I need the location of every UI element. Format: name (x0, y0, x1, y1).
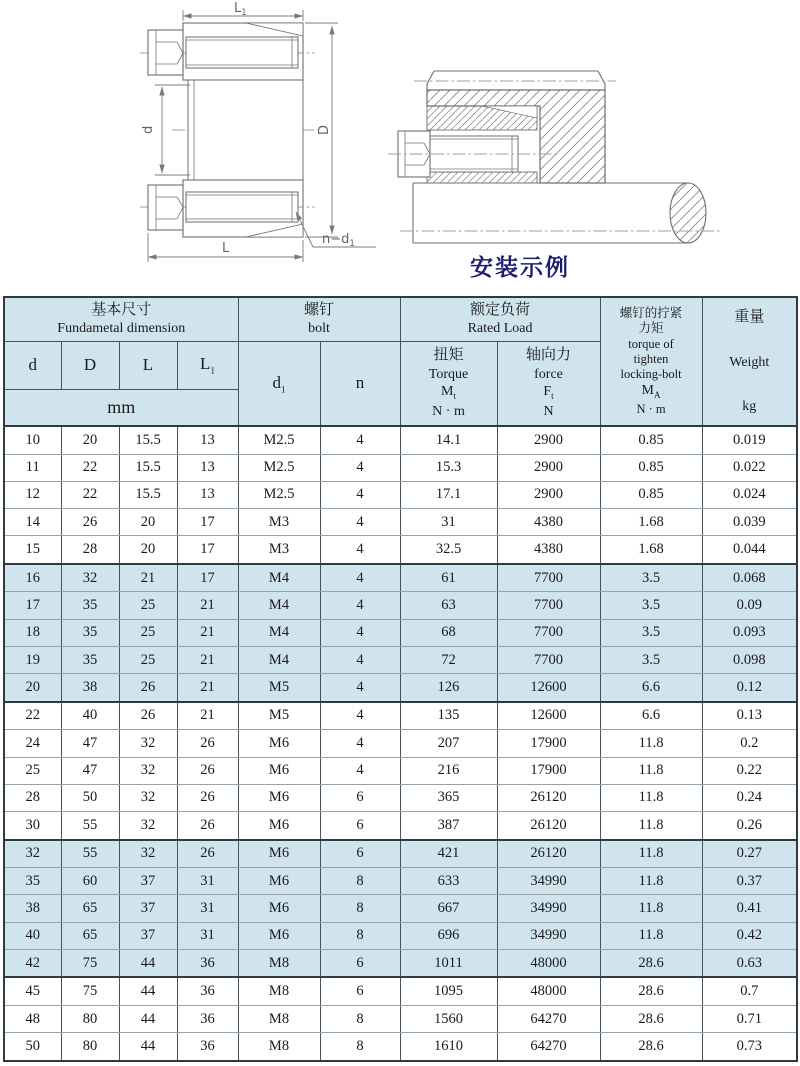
table-cell: 64270 (497, 1033, 600, 1061)
header-col-L1: $L_1$ (177, 341, 238, 389)
table-cell: 1095 (400, 977, 497, 1005)
table-cell: 72 (400, 646, 497, 673)
table-cell: 0.41 (702, 895, 797, 922)
table-cell: 13 (177, 426, 238, 454)
table-cell: 68 (400, 619, 497, 646)
table-cell: M5 (238, 702, 320, 730)
table-cell: 30 (4, 812, 61, 840)
table-cell: 40 (61, 702, 119, 730)
table-cell: 3.5 (600, 646, 702, 673)
table-cell: 421 (400, 840, 497, 868)
table-cell: 50 (61, 784, 119, 811)
table-cell: 42 (4, 949, 61, 977)
header-basic-dimension: 基本尺寸 Fundametal dimension (4, 297, 238, 341)
table-cell: 387 (400, 812, 497, 840)
table-row (4, 868, 797, 895)
table-cell: 75 (61, 977, 119, 1005)
table-row (4, 426, 797, 454)
table-cell: M4 (238, 646, 320, 673)
table-cell: 61 (400, 564, 497, 592)
header-weight: 重量 Weight kg (702, 297, 797, 426)
spec-table (3, 296, 798, 1062)
header-torque: 扭矩 Torque $M_t$ N · m (400, 341, 497, 426)
table-cell: 2900 (497, 481, 600, 508)
table-cell: 28 (4, 784, 61, 811)
table-cell: 15.5 (119, 481, 177, 508)
table-cell: M5 (238, 674, 320, 702)
table-cell: 28.6 (600, 1033, 702, 1061)
table-cell: 1.68 (600, 536, 702, 564)
table-cell: 21 (119, 564, 177, 592)
table-cell: 48000 (497, 977, 600, 1005)
table-cell: 35 (61, 646, 119, 673)
table-cell: 32.5 (400, 536, 497, 564)
table-cell: 31 (177, 895, 238, 922)
table-cell: 17 (177, 536, 238, 564)
installation-example-drawing (388, 71, 722, 243)
table-cell: 13 (177, 454, 238, 481)
leader-n-d1 (296, 212, 376, 249)
table-cell: 37 (119, 922, 177, 949)
header-axial-force: 轴向力 force $F_t$ N (497, 341, 600, 426)
table-cell: 32 (119, 784, 177, 811)
table-cell: 44 (119, 1033, 177, 1061)
table-cell: M6 (238, 730, 320, 757)
table-cell: 38 (61, 674, 119, 702)
table-cell: 0.068 (702, 564, 797, 592)
table-cell: 26 (119, 702, 177, 730)
table-cell: 6 (320, 812, 400, 840)
table-cell: 0.09 (702, 592, 797, 619)
drawings-section (0, 0, 800, 296)
table-cell: 26 (119, 674, 177, 702)
table-cell: 11.8 (600, 840, 702, 868)
table-cell: 4 (320, 481, 400, 508)
table-cell: 15.3 (400, 454, 497, 481)
table-cell: 48 (4, 1005, 61, 1032)
table-cell: 35 (61, 592, 119, 619)
table-cell: 36 (177, 1005, 238, 1032)
table-cell: 18 (4, 619, 61, 646)
table-cell: 0.12 (702, 674, 797, 702)
table-cell: 19 (4, 646, 61, 673)
table-cell: 17 (177, 564, 238, 592)
table-cell: 12600 (497, 674, 600, 702)
table-cell: 60 (61, 868, 119, 895)
label-d: d (141, 125, 156, 134)
table-cell: 45 (4, 977, 61, 1005)
table-cell: 0.73 (702, 1033, 797, 1061)
table-cell: 47 (61, 730, 119, 757)
table-cell: 365 (400, 784, 497, 811)
table-cell: 17 (177, 509, 238, 536)
header-bolt: 螺钉 bolt (238, 297, 400, 341)
table-cell: 21 (177, 646, 238, 673)
table-row (4, 481, 797, 508)
table-cell: 1610 (400, 1033, 497, 1061)
table-cell: 11.8 (600, 784, 702, 811)
table-cell: 22 (4, 702, 61, 730)
table-cell: 11.8 (600, 757, 702, 784)
table-cell: 28 (61, 536, 119, 564)
header-unit-mm: mm (4, 389, 238, 426)
table-cell: 14 (4, 509, 61, 536)
table-cell: 207 (400, 730, 497, 757)
table-cell: 44 (119, 949, 177, 977)
table-cell: 0.039 (702, 509, 797, 536)
table-cell: 0.024 (702, 481, 797, 508)
table-row (4, 674, 797, 702)
table-cell: 28.6 (600, 977, 702, 1005)
table-row (4, 784, 797, 811)
table-cell: 0.2 (702, 730, 797, 757)
table-row (4, 592, 797, 619)
table-cell: M6 (238, 812, 320, 840)
table-cell: 26 (177, 730, 238, 757)
table-cell: 6.6 (600, 674, 702, 702)
table-cell: 65 (61, 922, 119, 949)
table-cell: 696 (400, 922, 497, 949)
table-row (4, 702, 797, 730)
table-cell: 20 (119, 536, 177, 564)
table-cell: 36 (177, 949, 238, 977)
table-cell: 4 (320, 592, 400, 619)
table-cell: 14.1 (400, 426, 497, 454)
table-cell: 20 (119, 509, 177, 536)
table-cell: 21 (177, 619, 238, 646)
table-cell: 34990 (497, 868, 600, 895)
table-cell: 31 (177, 922, 238, 949)
table-cell: M2.5 (238, 454, 320, 481)
table-cell: 11.8 (600, 730, 702, 757)
table-cell: 1.68 (600, 509, 702, 536)
dimension-L1 (183, 1, 303, 21)
table-cell: 216 (400, 757, 497, 784)
table-row (4, 757, 797, 784)
table-cell: M6 (238, 840, 320, 868)
table-row (4, 730, 797, 757)
table-cell: 26 (177, 812, 238, 840)
table-cell: 0.13 (702, 702, 797, 730)
table-cell: 15.5 (119, 454, 177, 481)
table-row (4, 977, 797, 1005)
table-cell: 35 (4, 868, 61, 895)
label-L1: $L_1$ (234, 1, 247, 18)
label-D: D (317, 124, 332, 135)
table-cell: 0.71 (702, 1005, 797, 1032)
table-cell: M2.5 (238, 481, 320, 508)
table-cell: 667 (400, 895, 497, 922)
table-cell: 13 (177, 481, 238, 508)
table-cell: M8 (238, 1005, 320, 1032)
table-cell: 15.5 (119, 426, 177, 454)
table-cell: 20 (61, 426, 119, 454)
table-cell: 55 (61, 840, 119, 868)
table-cell: 7700 (497, 619, 600, 646)
table-cell: 4 (320, 426, 400, 454)
table-cell: 64270 (497, 1005, 600, 1032)
table-body (4, 426, 797, 1061)
table-cell: 24 (4, 730, 61, 757)
table-cell: 8 (320, 922, 400, 949)
table-cell: M4 (238, 592, 320, 619)
table-cell: 32 (119, 730, 177, 757)
installation-example-caption: 安装示例 (470, 255, 570, 280)
table-cell: M4 (238, 619, 320, 646)
table-cell: 80 (61, 1033, 119, 1061)
table-cell: 17900 (497, 730, 600, 757)
header-col-L: L (119, 341, 177, 389)
table-row (4, 564, 797, 592)
table-cell: 4 (320, 536, 400, 564)
label-L: L (222, 241, 230, 256)
table-cell: 40 (4, 922, 61, 949)
table-cell: 36 (177, 977, 238, 1005)
table-cell: 44 (119, 1005, 177, 1032)
table-cell: 0.27 (702, 840, 797, 868)
table-cell: 126 (400, 674, 497, 702)
table-cell: 25 (4, 757, 61, 784)
table-cell: 11 (4, 454, 61, 481)
shaft-section (400, 183, 722, 243)
table-row (4, 509, 797, 536)
header-col-D: D (61, 341, 119, 389)
table-cell: 80 (61, 1005, 119, 1032)
table-cell: 37 (119, 895, 177, 922)
table-cell: 8 (320, 868, 400, 895)
table-row (4, 949, 797, 977)
table-cell: 26 (177, 840, 238, 868)
table-cell: 63 (400, 592, 497, 619)
table-row (4, 1033, 797, 1061)
table-cell: 3.5 (600, 592, 702, 619)
table-cell: 0.24 (702, 784, 797, 811)
table-row (4, 812, 797, 840)
table-cell: 11.8 (600, 868, 702, 895)
table-cell: 31 (177, 868, 238, 895)
table-cell: 21 (177, 674, 238, 702)
table-cell: 25 (119, 592, 177, 619)
table-cell: 20 (4, 674, 61, 702)
table-cell: 38 (4, 895, 61, 922)
table-cell: 16 (4, 564, 61, 592)
table-header (4, 297, 797, 426)
table-cell: 0.093 (702, 619, 797, 646)
table-cell: 75 (61, 949, 119, 977)
table-cell: 633 (400, 868, 497, 895)
table-cell: 7700 (497, 646, 600, 673)
table-cell: 22 (61, 454, 119, 481)
table-cell: 4 (320, 674, 400, 702)
table-cell: 0.044 (702, 536, 797, 564)
table-cell: 26120 (497, 812, 600, 840)
table-cell: 34990 (497, 922, 600, 949)
table-cell: 7700 (497, 592, 600, 619)
table-cell: 6 (320, 949, 400, 977)
table-cell: 25 (119, 646, 177, 673)
table-row (4, 646, 797, 673)
table-cell: 135 (400, 702, 497, 730)
table-cell: 0.22 (702, 757, 797, 784)
table-cell: 4 (320, 757, 400, 784)
table-cell: 47 (61, 757, 119, 784)
table-cell: 15 (4, 536, 61, 564)
table-cell: 37 (119, 868, 177, 895)
table-row (4, 619, 797, 646)
table-cell: 44 (119, 977, 177, 1005)
table-cell: 0.63 (702, 949, 797, 977)
header-rated-load: 额定负荷 Rated Load (400, 297, 600, 341)
table-cell: 6 (320, 840, 400, 868)
table-cell: 17900 (497, 757, 600, 784)
table-cell: 28.6 (600, 1005, 702, 1032)
table-cell: 32 (4, 840, 61, 868)
table-cell: 12 (4, 481, 61, 508)
table-cell: 26 (177, 757, 238, 784)
table-cell: 0.85 (600, 426, 702, 454)
table-cell: 0.37 (702, 868, 797, 895)
table-cell: 2900 (497, 454, 600, 481)
table-row (4, 895, 797, 922)
table-cell: 4 (320, 454, 400, 481)
table-cell: 2900 (497, 426, 600, 454)
table-cell: 32 (119, 757, 177, 784)
table-cell: 11.8 (600, 895, 702, 922)
table-cell: 26 (61, 509, 119, 536)
header-col-d1: $d_1$ (238, 341, 320, 426)
table-cell: M8 (238, 977, 320, 1005)
drawings-svg (0, 0, 800, 296)
table-cell: M6 (238, 757, 320, 784)
table-cell: 35 (61, 619, 119, 646)
table-cell: M6 (238, 922, 320, 949)
table-cell: 32 (61, 564, 119, 592)
table-cell: 7700 (497, 564, 600, 592)
table-cell: 55 (61, 812, 119, 840)
table-cell: 8 (320, 1005, 400, 1032)
table-cell: 4 (320, 509, 400, 536)
table-cell: 48000 (497, 949, 600, 977)
table-cell: 4 (320, 619, 400, 646)
table-cell: M8 (238, 1033, 320, 1061)
table-cell: 3.5 (600, 619, 702, 646)
table-cell: 6 (320, 784, 400, 811)
table-cell: M6 (238, 895, 320, 922)
table-cell: 65 (61, 895, 119, 922)
table-cell: 6.6 (600, 702, 702, 730)
locking-device-section (388, 106, 558, 183)
header-tightening-torque: 螺钉的拧紧 力矩 torque of tighten locking-bolt $M_A$ N · m (600, 297, 702, 426)
table-cell: 4 (320, 702, 400, 730)
table-cell: 4 (320, 730, 400, 757)
table-cell: 12600 (497, 702, 600, 730)
table-cell: 32 (119, 840, 177, 868)
table-cell: 4380 (497, 536, 600, 564)
table-cell: 36 (177, 1033, 238, 1061)
table-cell: M8 (238, 949, 320, 977)
table-row (4, 922, 797, 949)
table-row (4, 1005, 797, 1032)
table-cell: 0.26 (702, 812, 797, 840)
table-cell: M4 (238, 564, 320, 592)
socket-screw-bottom (148, 185, 183, 230)
table-cell: 1560 (400, 1005, 497, 1032)
table-cell: 0.098 (702, 646, 797, 673)
table-cell: 11.8 (600, 922, 702, 949)
table-cell: 11.8 (600, 812, 702, 840)
header-col-d: d (4, 341, 61, 389)
table-cell: M6 (238, 784, 320, 811)
table-cell: 28.6 (600, 949, 702, 977)
table-cell: 21 (177, 702, 238, 730)
table-cell: M6 (238, 868, 320, 895)
table-cell: 0.42 (702, 922, 797, 949)
table-cell: 21 (177, 592, 238, 619)
table-cell: 8 (320, 1033, 400, 1061)
table-row (4, 454, 797, 481)
table-cell: 4 (320, 564, 400, 592)
table-cell: 22 (61, 481, 119, 508)
table-cell: 26 (177, 784, 238, 811)
table-cell: 4380 (497, 509, 600, 536)
table-cell: 34990 (497, 895, 600, 922)
table-cell: M3 (238, 536, 320, 564)
table-cell: 0.019 (702, 426, 797, 454)
table-cell: 26120 (497, 784, 600, 811)
table-cell: 0.85 (600, 481, 702, 508)
header-col-n: n (320, 341, 400, 426)
table-cell: 0.022 (702, 454, 797, 481)
table-cell: 6 (320, 977, 400, 1005)
table-cell: 31 (400, 509, 497, 536)
table-cell: 8 (320, 895, 400, 922)
table-cell: 32 (119, 812, 177, 840)
table-cell: 17 (4, 592, 61, 619)
table-cell: 4 (320, 646, 400, 673)
table-cell: 50 (4, 1033, 61, 1061)
table-cell: 10 (4, 426, 61, 454)
table-row (4, 536, 797, 564)
table-cell: 26120 (497, 840, 600, 868)
table-cell: M3 (238, 509, 320, 536)
label-n-d1: $n-d_1$ (322, 232, 355, 249)
table-cell: 25 (119, 619, 177, 646)
table-cell: 3.5 (600, 564, 702, 592)
table-cell: 17.1 (400, 481, 497, 508)
table-cell: 0.7 (702, 977, 797, 1005)
table-cell: 1011 (400, 949, 497, 977)
table-row (4, 840, 797, 868)
table-cell: 0.85 (600, 454, 702, 481)
socket-screw-top (148, 30, 183, 75)
locking-assembly-drawing (140, 1, 376, 262)
table-cell: M2.5 (238, 426, 320, 454)
